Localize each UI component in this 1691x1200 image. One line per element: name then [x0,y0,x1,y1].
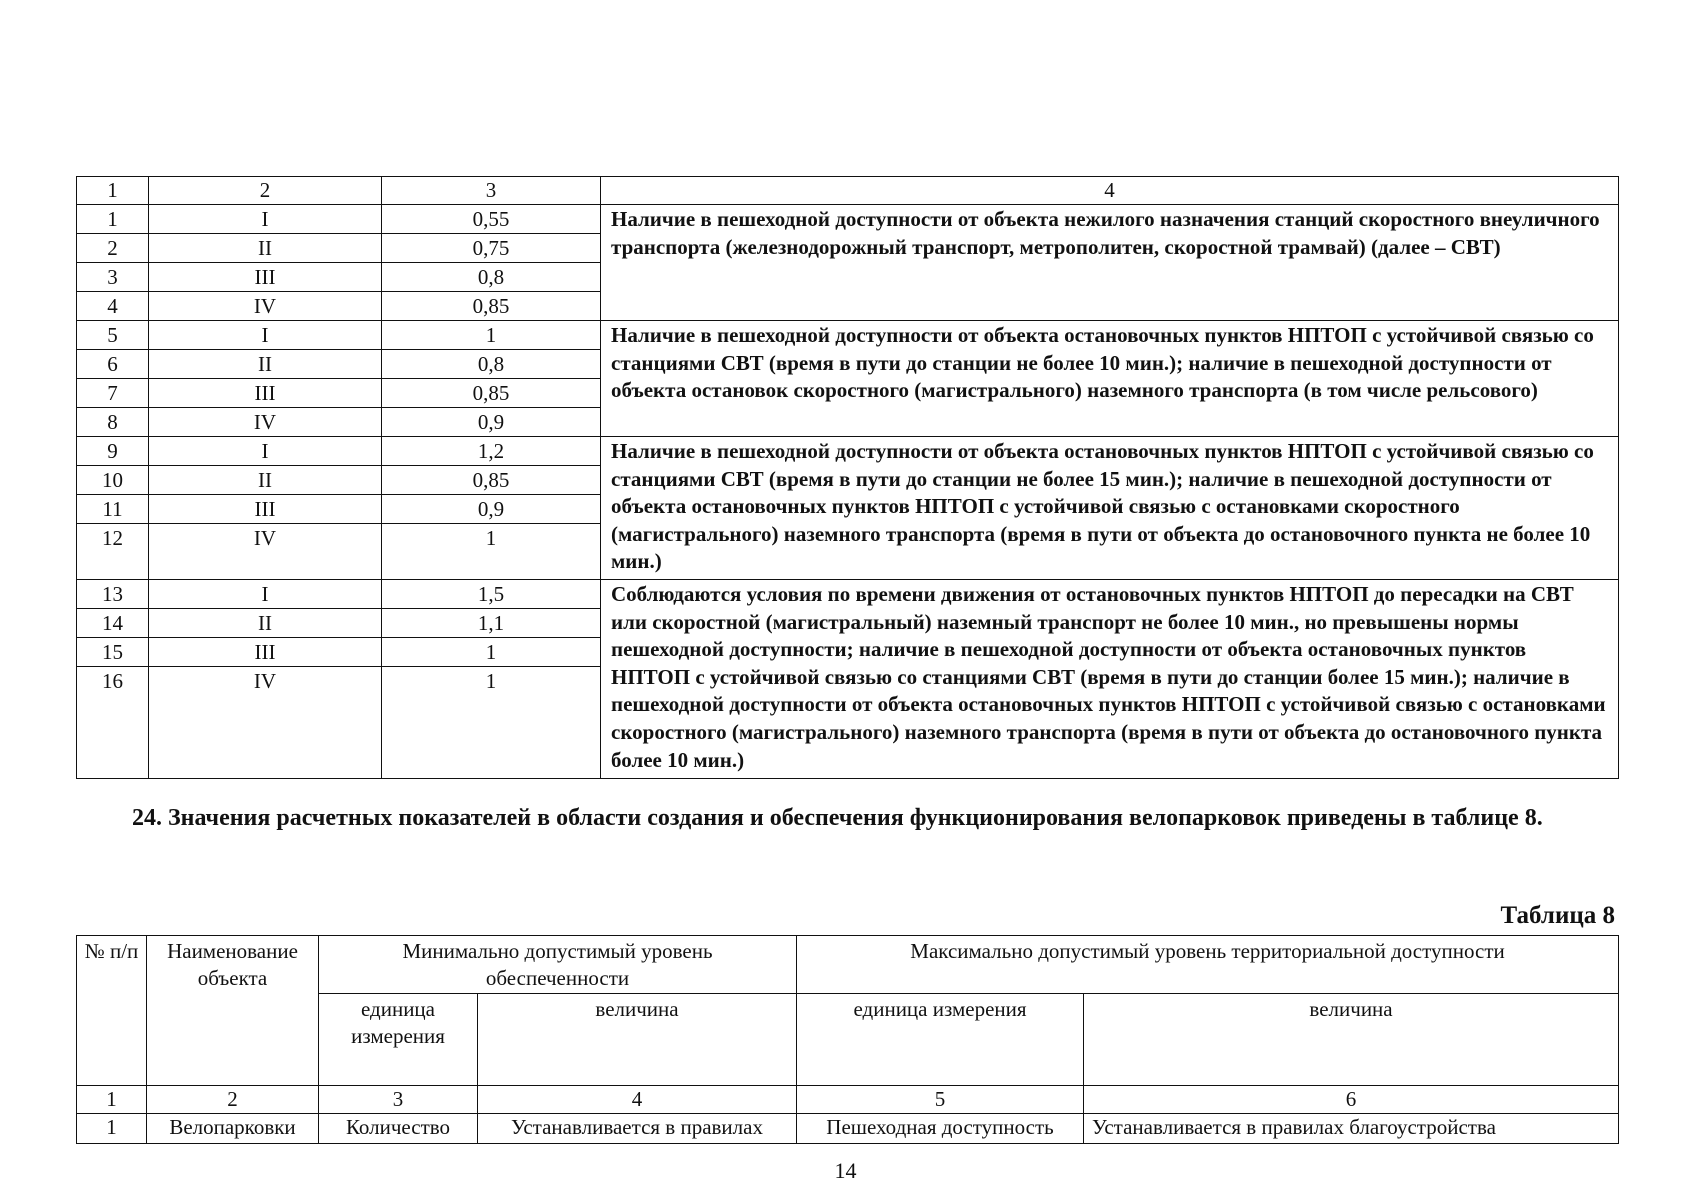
paragraph-24 [76,802,1618,835]
table-8 [76,935,1619,1144]
zone-class: III [149,638,382,667]
condition-description: Наличие в пешеходной доступности от объекта остановочных пунктов НПТОП с устойчивой связью со станциями СВТ (время в пути до станции не более 15 мин.); наличие в пешеходной доступности от объекта остановочных пунктов НПТОП с устойчивой связью с остановками скоростного (магистрального) наземного транспорта (время в пути от объекта до остановочного пункта не более 10 мин.) [601,437,1619,580]
row-number: 1 [77,1114,147,1144]
header-cell: 2 [149,177,382,205]
zone-class: IV [149,524,382,580]
condition-description: Соблюдаются условия по времени движения от остановочных пунктов НПТОП до пересадки на СВТ или скоростной (магистральный) наземный транспорт не более 10 мин., но превышены нормы пешеходной доступности; наличие в пешеходной доступности от объекта остановочных пунктов НПТОП с устойчивой связью со станциями СВТ (время в пути до станции более 15 мин.); наличие в пешеходной доступности от объекта остановочных пунктов НПТОП с устойчивой связью с остановками скоростного (магистрального) наземного транспорта (время в пути от объекта до остановочного пункта более 10 мин.) [601,580,1619,779]
col-number: 4 [478,1086,797,1114]
row-number: 7 [77,379,149,408]
coefficient: 1,5 [382,580,601,609]
table-7-continuation [76,176,1619,779]
coefficient: 1 [382,638,601,667]
col-number: 5 [797,1086,1084,1114]
row-number: 8 [77,408,149,437]
col-name-header: Наименование объекта [147,936,319,1086]
value-min-header: величина [478,994,797,1086]
coefficient: 0,9 [382,408,601,437]
paragraph-text: 24. Значения расчетных показателей в области создания и обеспечения функционирования велопарковок приведены в таблице 8. [132,805,1543,831]
coefficient: 0,75 [382,234,601,263]
row-number: 4 [77,292,149,321]
row-number: 2 [77,234,149,263]
zone-class: I [149,205,382,234]
condition-description: Наличие в пешеходной доступности от объекта остановочных пунктов НПТОП с устойчивой связью со станциями СВТ (время в пути до станции не более 10 мин.); наличие в пешеходной доступности от объекта остановок скоростного (магистрального) наземного транспорта (в том числе рельсового) [601,321,1619,437]
row-number: 6 [77,350,149,379]
row-number: 13 [77,580,149,609]
table-row [77,437,1619,466]
row-number: 5 [77,321,149,350]
unit-max: Пешеходная доступность [797,1114,1084,1144]
coefficient: 1 [382,321,601,350]
zone-class: II [149,350,382,379]
zone-class: III [149,495,382,524]
page-number: 14 [834,1158,857,1183]
col-number-header: № п/п [77,936,147,1086]
table-7-body [77,205,1619,779]
coefficient: 1,1 [382,609,601,638]
row-number: 14 [77,609,149,638]
zone-class: III [149,263,382,292]
value-min: Устанавливается в правилах [478,1114,797,1144]
zone-class: IV [149,292,382,321]
zone-class: IV [149,667,382,779]
min-level-header: Минимально допустимый уровень обеспеченности [319,936,797,994]
table-row [77,1114,1619,1144]
coefficient: 1 [382,524,601,580]
value-max-header: величина [1084,994,1619,1086]
table-8-number-row [77,1086,1619,1114]
value-max: Устанавливается в правилах благоустройства [1084,1114,1619,1144]
zone-class: II [149,234,382,263]
unit-max-header: единица измерения [797,994,1084,1086]
row-number: 11 [77,495,149,524]
condition-description: Наличие в пешеходной доступности от объекта нежилого назначения станций скоростного внеуличного транспорта (железнодорожный транспорт, метрополитен, скоростной трамвай) (далее – СВТ) [601,205,1619,321]
col-number: 3 [319,1086,478,1114]
row-number: 16 [77,667,149,779]
zone-class: III [149,379,382,408]
table-8-header-row [77,936,1619,994]
row-number: 12 [77,524,149,580]
col-number: 2 [147,1086,319,1114]
col-number: 1 [77,1086,147,1114]
row-number: 15 [77,638,149,667]
coefficient: 1 [382,667,601,779]
zone-class: I [149,321,382,350]
col-number: 6 [1084,1086,1619,1114]
row-number: 10 [77,466,149,495]
header-cell: 1 [77,177,149,205]
unit-min: Количество [319,1114,478,1144]
table-8-caption: Таблица 8 [1500,902,1615,929]
coefficient: 0,8 [382,350,601,379]
row-number: 1 [77,205,149,234]
coefficient: 0,8 [382,263,601,292]
row-number: 3 [77,263,149,292]
table-header-row [77,177,1619,205]
max-level-header: Максимально допустимый уровень территориальной доступности [797,936,1619,994]
header-cell: 4 [601,177,1619,205]
coefficient: 0,9 [382,495,601,524]
coefficient: 0,85 [382,466,601,495]
table-row [77,580,1619,609]
coefficient: 1,2 [382,437,601,466]
header-cell: 3 [382,177,601,205]
zone-class: II [149,609,382,638]
row-number: 9 [77,437,149,466]
coefficient: 0,55 [382,205,601,234]
zone-class: I [149,437,382,466]
zone-class: IV [149,408,382,437]
zone-class: I [149,580,382,609]
coefficient: 0,85 [382,292,601,321]
zone-class: II [149,466,382,495]
object-name: Велопарковки [147,1114,319,1144]
coefficient: 0,85 [382,379,601,408]
table-row [77,205,1619,234]
table-row [77,321,1619,350]
unit-min-header: единица измерения [319,994,478,1086]
